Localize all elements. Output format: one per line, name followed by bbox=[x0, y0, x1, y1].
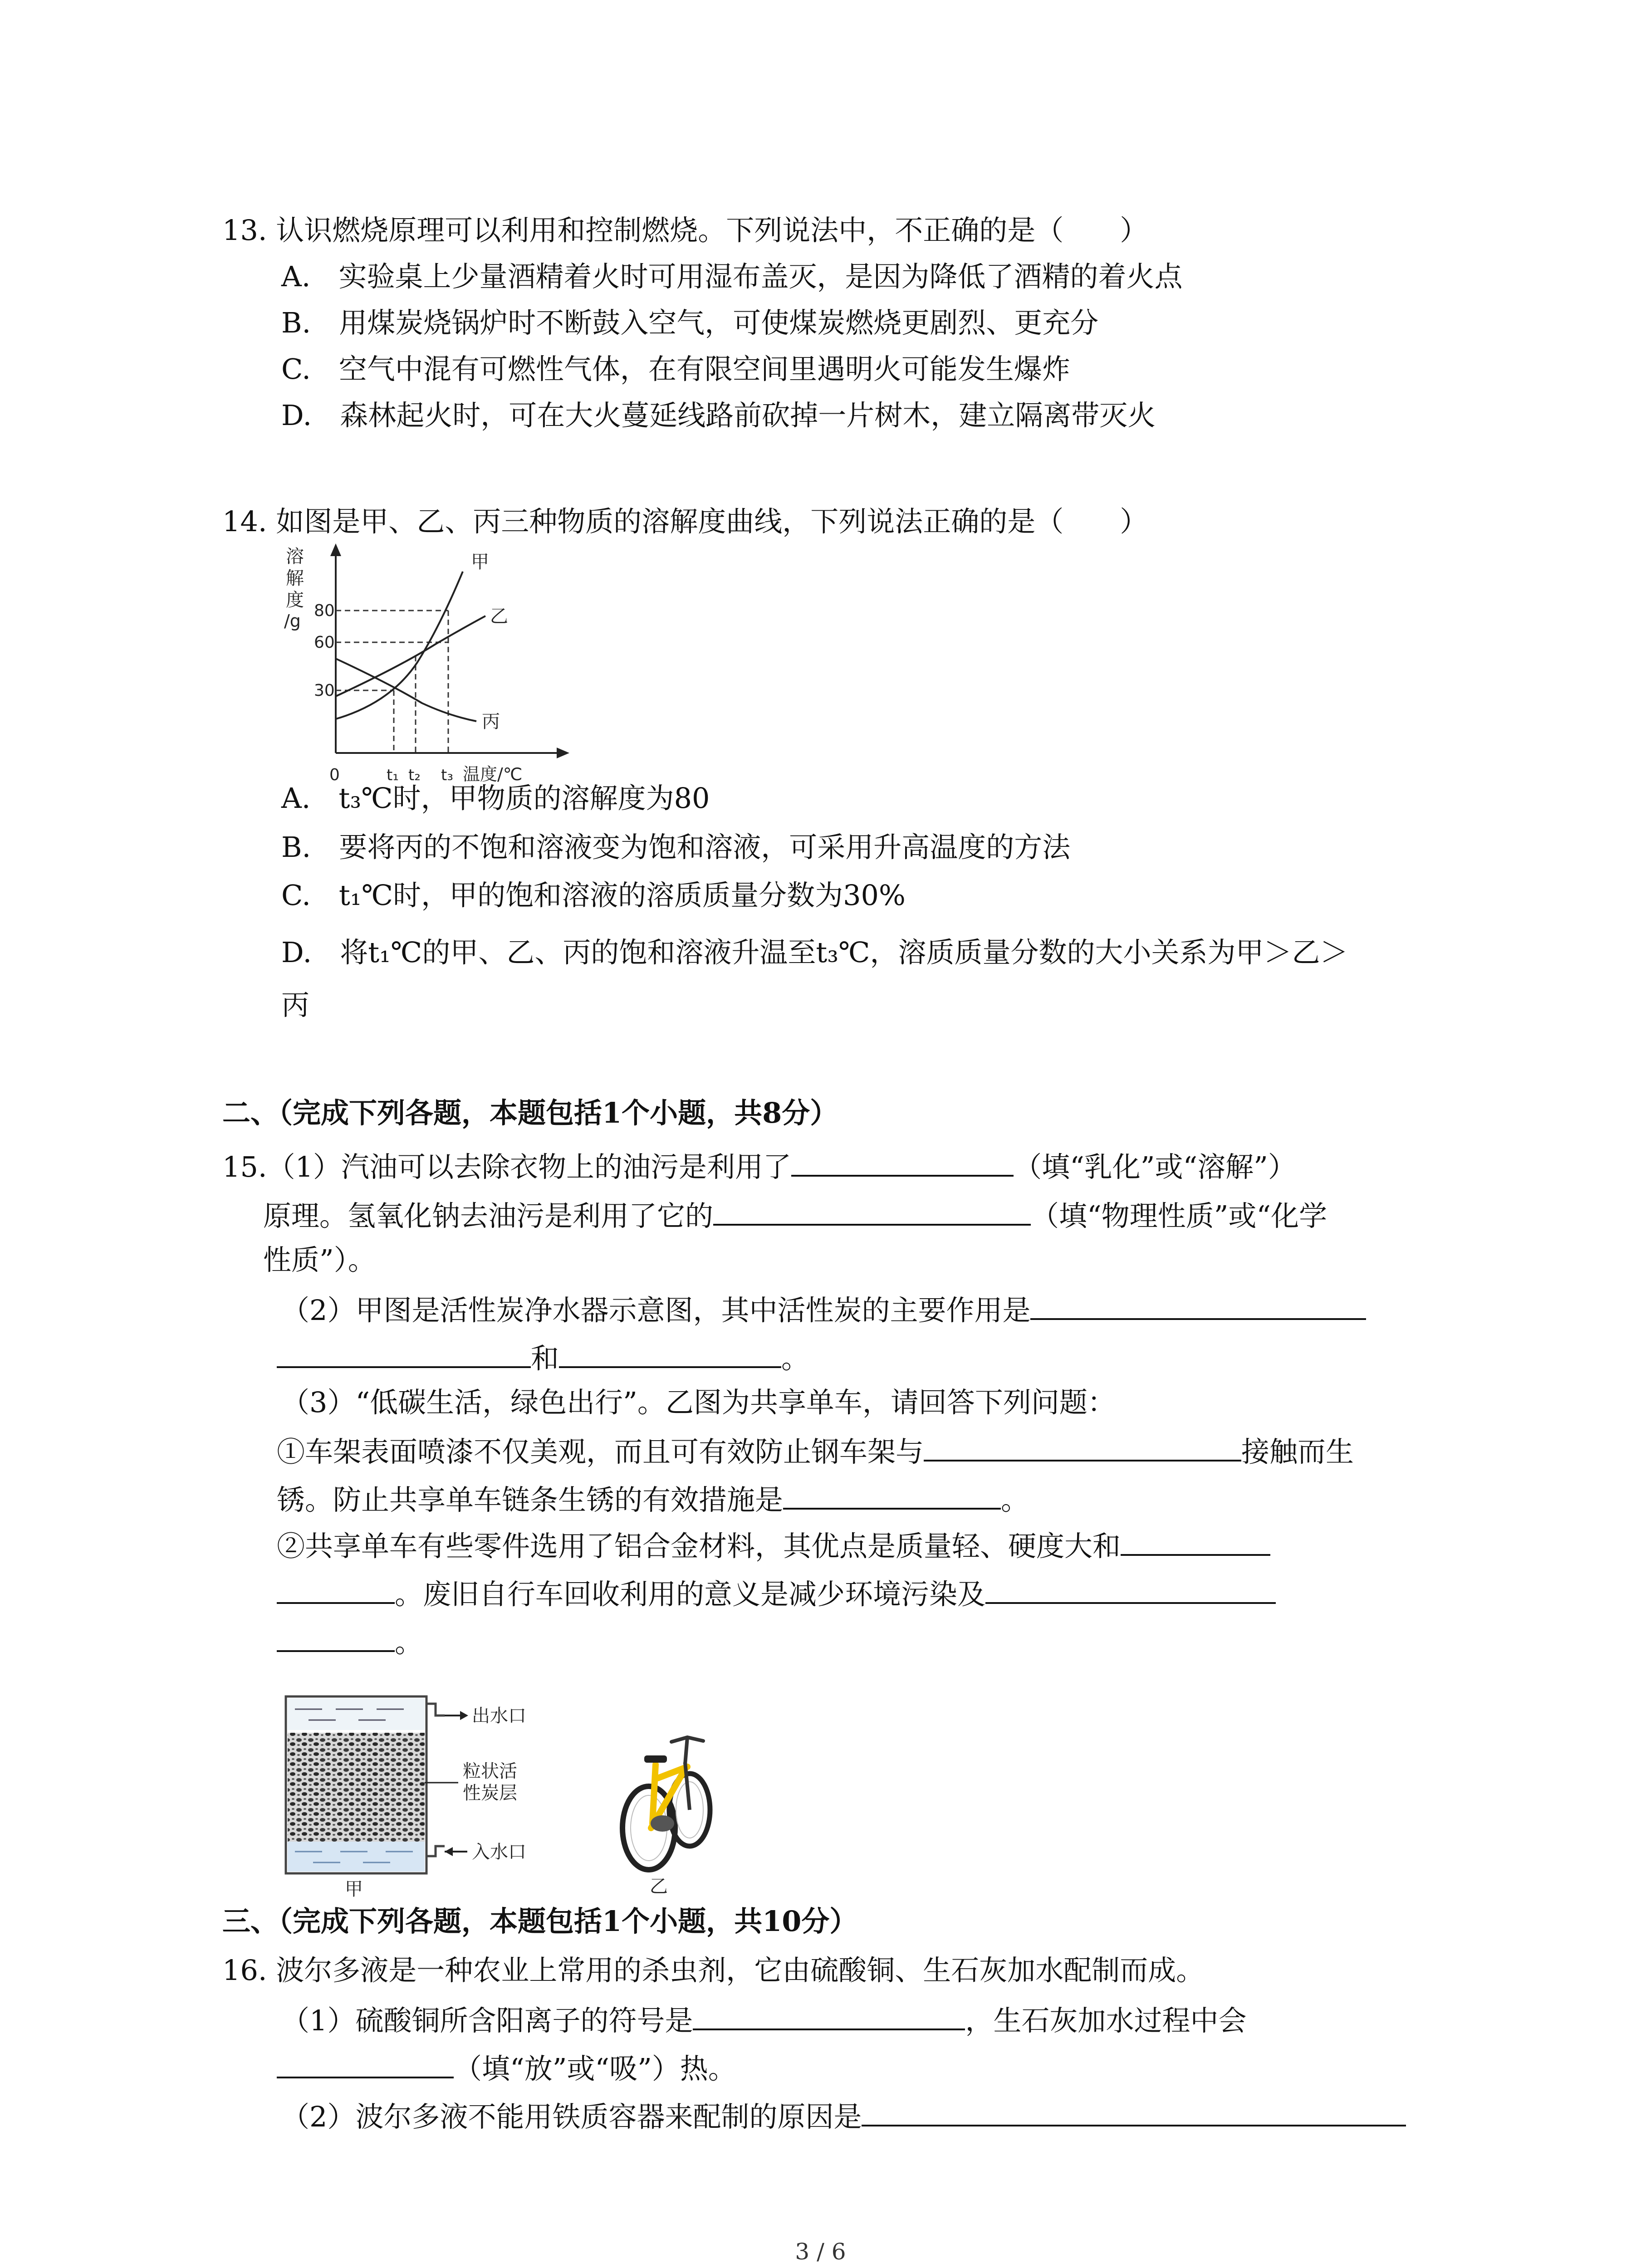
q15-l8-text-b: 。 bbox=[1001, 1483, 1029, 1516]
q15-l2-text-a: 原理。氢氧化钠去油污是利用了它的 bbox=[263, 1199, 714, 1232]
q14-option-d-line2: 丙 bbox=[281, 988, 310, 1022]
q15-blank-5[interactable] bbox=[559, 1338, 781, 1368]
q15-l10-text: 。废旧自行车回收利用的意义是减少环境污染及 bbox=[395, 1578, 986, 1611]
q16-line2 bbox=[277, 2048, 736, 2087]
x-axis-label: 温度/℃ bbox=[463, 764, 523, 784]
q15-l5-text-a: 和 bbox=[531, 1342, 559, 1375]
carbon-label-1: 粒状活 bbox=[463, 1761, 517, 1782]
q15-l1-text-b: （填“乳化”或“溶解”） bbox=[1014, 1150, 1296, 1183]
q15-blank-4[interactable] bbox=[277, 1338, 531, 1368]
q15-line10 bbox=[277, 1574, 1276, 1613]
section-2-title: 二、（完成下列各题，本题包括1个小题，共8分） bbox=[222, 1096, 838, 1129]
seat bbox=[644, 1755, 667, 1763]
outlet-label: 出水口 bbox=[472, 1706, 526, 1726]
q15-l7-text-b: 接触而生 bbox=[1241, 1435, 1354, 1468]
q16-line1 bbox=[281, 2000, 1246, 2039]
q13-stem: 13. 认识燃烧原理可以利用和控制燃烧。下列说法中，不正确的是（ ） bbox=[222, 214, 1148, 247]
q15-line4 bbox=[281, 1290, 1366, 1329]
y-tick-30: 30 bbox=[314, 681, 335, 700]
y-axis-label-4: /g bbox=[284, 611, 301, 631]
y-axis-arrow bbox=[330, 543, 341, 556]
q13-option-c: C. 空气中混有可燃性气体，在有限空间里遇明火可能发生爆炸 bbox=[281, 352, 1070, 386]
inlet-pipe bbox=[426, 1846, 445, 1856]
y-axis-label-3: 度 bbox=[286, 590, 304, 611]
q14-option-d-line1: D. 将t₁℃的甲、乙、丙的饱和溶液升温至t₃℃，溶质质量分数的大小关系为甲＞乙＞ bbox=[281, 936, 1348, 969]
q15-l8-text-a: 锈。防止共享单车链条生锈的有效措施是 bbox=[277, 1483, 784, 1516]
q14-option-a: A. t₃℃时，甲物质的溶解度为80 bbox=[281, 782, 710, 815]
origin-label: 0 bbox=[329, 766, 340, 784]
x-tick-t1: t₁ bbox=[387, 766, 399, 784]
q15-blank-3[interactable] bbox=[1030, 1290, 1366, 1320]
x-tick-t2: t₂ bbox=[408, 766, 421, 784]
q13-option-b: B. 用煤炭烧锅炉时不断鼓入空气，可使煤炭燃烧更剧烈、更充分 bbox=[281, 306, 1099, 339]
curve-yi bbox=[336, 616, 485, 696]
y-axis-label-2: 解 bbox=[286, 568, 304, 589]
q13-option-a: A. 实验桌上少量酒精着火时可用湿布盖灭，是因为降低了酒精的着火点 bbox=[281, 260, 1183, 293]
q15-l5-text-b: 。 bbox=[781, 1342, 810, 1375]
q16-l3-text: （2）波尔多液不能用铁质容器来配制的原因是 bbox=[281, 2100, 862, 2133]
page-number: 3 / 6 bbox=[795, 2239, 846, 2265]
q16-line3 bbox=[281, 2097, 1406, 2135]
q16-l1-text-b: ，生石灰加水过程中会 bbox=[965, 2004, 1247, 2037]
x-tick-t3: t₃ bbox=[441, 766, 453, 784]
y-axis-label-1: 溶 bbox=[286, 546, 304, 567]
q15-line3: 性质”）。 bbox=[263, 1243, 376, 1276]
q15-blank-8[interactable] bbox=[1121, 1526, 1270, 1556]
q15-blank-2[interactable] bbox=[713, 1196, 1031, 1226]
q16-l2-text: （填“放”或“吸”）热。 bbox=[454, 2052, 736, 2085]
solubility-chart bbox=[272, 540, 581, 794]
x-axis-arrow bbox=[557, 748, 569, 758]
q15-line7 bbox=[277, 1432, 1354, 1470]
series-label-yi: 乙 bbox=[490, 606, 508, 627]
q16-l1-text-a: （1）硫酸铜所含阳离子的符号是 bbox=[281, 2004, 693, 2037]
q16-stem: 16. 波尔多液是一种农业上常用的杀虫剂，它由硫酸铜、生石灰加水配制而成。 bbox=[222, 1954, 1205, 1987]
q15-line8 bbox=[277, 1480, 1029, 1518]
y-tick-80: 80 bbox=[314, 601, 335, 620]
y-tick-60: 60 bbox=[314, 633, 335, 652]
q15-l11-text: 。 bbox=[395, 1626, 423, 1659]
q15-blank-9[interactable] bbox=[277, 1574, 395, 1604]
q15-line6: （3）“低碳生活，绿色出行”。乙图为共享单车，请回答下列问题： bbox=[281, 1386, 1116, 1419]
q15-l7-text-a: ①车架表面喷漆不仅美观，而且可有效防止钢车架与 bbox=[277, 1435, 924, 1468]
figure-label-yi: 乙 bbox=[650, 1876, 668, 1896]
q16-blank-2[interactable] bbox=[277, 2048, 454, 2078]
q15-blank-1[interactable] bbox=[791, 1147, 1014, 1177]
figure-label-jia: 甲 bbox=[345, 1879, 363, 1900]
frame-seat-tube bbox=[652, 1765, 656, 1823]
q15-line11 bbox=[277, 1622, 423, 1661]
q15-blank-7[interactable] bbox=[783, 1480, 1001, 1510]
bicycle-figure bbox=[599, 1687, 735, 1896]
q15-line2 bbox=[263, 1196, 1327, 1234]
q16-blank-1[interactable] bbox=[693, 2000, 965, 2030]
q16-blank-3[interactable] bbox=[862, 2097, 1406, 2126]
q15-l1-text-a: 15.（1）汽油可以去除衣物上的油污是利用了 bbox=[222, 1150, 792, 1183]
series-label-bing: 丙 bbox=[482, 711, 500, 732]
curve-jia bbox=[336, 572, 463, 719]
q15-l2-text-b: （填“物理性质”或“化学 bbox=[1031, 1199, 1327, 1232]
q15-line9 bbox=[277, 1526, 1270, 1564]
q15-line5 bbox=[277, 1338, 809, 1377]
inlet-label: 入水口 bbox=[472, 1842, 526, 1862]
section-3-title: 三、（完成下列各题，本题包括1个小题，共10分） bbox=[222, 1905, 858, 1938]
bottom-water bbox=[288, 1842, 425, 1872]
series-label-jia: 甲 bbox=[471, 552, 489, 572]
q15-l9-text: ②共享单车有些零件选用了铝合金材料，其优点是质量轻、硬度大和 bbox=[277, 1530, 1121, 1563]
q13-option-d: D. 森林起火时，可在大火蔓延线路前砍掉一片树木，建立隔离带灭火 bbox=[281, 399, 1156, 432]
q15-line1 bbox=[222, 1147, 1296, 1185]
q15-blank-11[interactable] bbox=[277, 1622, 395, 1652]
outlet-pipe bbox=[426, 1704, 445, 1716]
water-purifier-figure bbox=[272, 1687, 599, 1901]
q15-l4-text: （2）甲图是活性炭净水器示意图，其中活性炭的主要作用是 bbox=[281, 1294, 1031, 1327]
q14-option-b: B. 要将丙的不饱和溶液变为饱和溶液，可采用升高温度的方法 bbox=[281, 831, 1071, 864]
q15-blank-10[interactable] bbox=[985, 1574, 1276, 1604]
q14-option-c: C. t₁℃时，甲的饱和溶液的溶质质量分数为30% bbox=[281, 879, 906, 912]
q14-stem: 14. 如图是甲、乙、丙三种物质的溶解度曲线，下列说法正确的是（ ） bbox=[222, 505, 1148, 538]
q15-blank-6[interactable] bbox=[924, 1432, 1241, 1461]
carbon-label-2: 性炭层 bbox=[463, 1783, 517, 1804]
carbon-layer bbox=[288, 1733, 425, 1842]
top-water bbox=[288, 1698, 425, 1730]
